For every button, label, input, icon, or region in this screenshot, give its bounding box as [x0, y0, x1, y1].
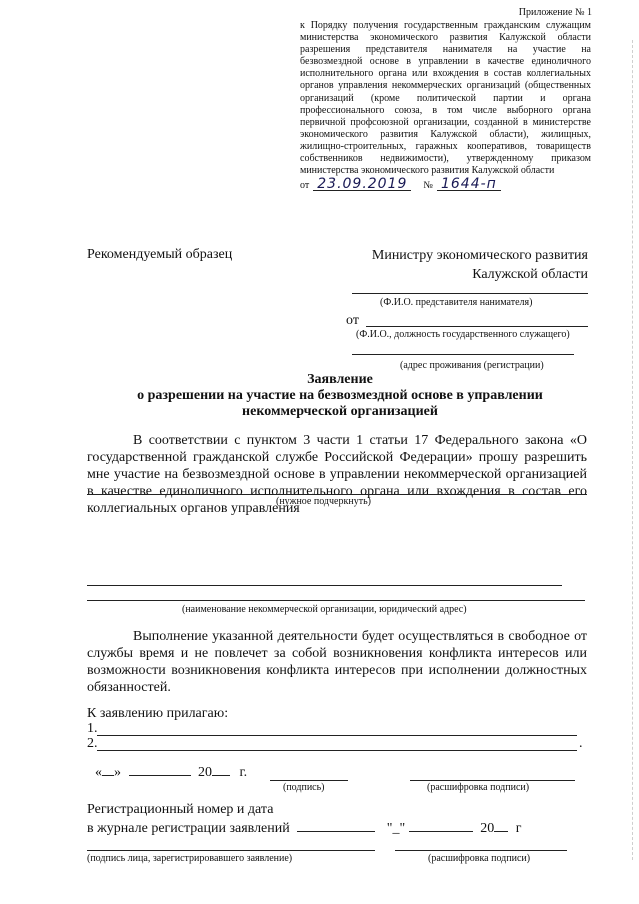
rep-name-line — [352, 293, 588, 294]
appendix-number: Приложение № 1 — [518, 7, 592, 18]
appendix-from-label: от — [300, 180, 310, 192]
appendix-number-handwritten: 1644-п — [437, 178, 501, 191]
signature-line — [270, 780, 348, 781]
reg-date-line — [409, 831, 473, 832]
title-line2: о разрешении на участие на безвозмездной основе в управлении — [137, 388, 543, 403]
org-line-2 — [87, 600, 585, 601]
attach-item-1: 1. — [87, 721, 98, 736]
attach-line-2 — [97, 750, 577, 751]
reg-year-prefix: 20 — [480, 821, 495, 836]
conflict-paragraph: Выполнение указанной деятельности будет осуществляться в свободное от службы время и не повлечет за собой возникновения конфликта интересов или возможности возникновения конфликта интересов при исполнении должностных обязанностей. — [87, 629, 587, 695]
org-caption: (наименование некоммерческой организации, юридический адрес) — [182, 604, 467, 615]
decode-caption: (расшифровка подписи) — [427, 782, 530, 793]
from-word: от — [346, 313, 359, 328]
reg-year-suffix: г — [515, 821, 522, 836]
employee-name-line — [366, 326, 588, 327]
attach-label: К заявлению прилагаю: — [87, 706, 229, 721]
quote-close: » — [114, 765, 121, 780]
address-line — [352, 354, 574, 355]
reg-number-line — [297, 831, 375, 832]
sample-label: Рекомендуемый образец — [87, 247, 233, 262]
address-caption: (адрес проживания (регистрации) — [400, 360, 544, 371]
rep-caption: (Ф.И.О. представителя нанимателя) — [380, 297, 533, 308]
day-month-line — [129, 775, 191, 776]
org-line-1 — [87, 585, 562, 586]
underline-caption: (нужное подчеркнуть) — [276, 496, 371, 507]
addressee-block — [372, 246, 588, 284]
reg-quote: "_" — [386, 821, 406, 836]
attach-line-1 — [97, 735, 577, 736]
signature-caption: (подпись) — [283, 782, 325, 793]
document-title: Заявление — [307, 372, 373, 387]
registration-line1: Регистрационный номер и дата — [87, 802, 274, 817]
appendix-text: к Порядку получения государственным гражданским служащим министерства экономического развития Калужской области разрешения представителя нанимателя на участие на безвозмездной основе в управлении в качестве единоличного исполнительного органа или вхождения в состав коллегиальных органов управления некоммерческих организаций (общественных организаций (кроме политической партии и органа профессионального союза, в том числе выборного органа первичной профсоюзной организации, созданной в министерстве экономического развития Калужской области), жилищных, жилищно-строительных, гаражных кооперативов, товариществ собственников недвижимости), утвержденному приказом министерства экономического развития Калужской области — [300, 20, 591, 177]
appendix-number-label: № — [423, 180, 433, 192]
scan-edge — [631, 40, 633, 860]
addressee-line2: Калужской области — [472, 267, 588, 282]
appendix-date-handwritten: 23.09.2019 — [313, 178, 411, 191]
title-line3: некоммерческой организацией — [242, 404, 438, 419]
registrar-caption: (подпись лица, зарегистрировавшего заявление) — [87, 853, 293, 864]
appendix-order-line — [300, 178, 591, 192]
date-signature-row — [95, 765, 247, 781]
employee-caption: (Ф.И.О., должность государственного служащего) — [356, 329, 570, 340]
year-suffix: г. — [239, 765, 248, 780]
attach-end-dot: . — [579, 736, 583, 751]
decode-line — [410, 780, 575, 781]
appendix-text-block — [300, 20, 591, 192]
quote-open: « — [95, 765, 102, 780]
year-prefix: 20 — [198, 765, 212, 780]
registrar-decode-line — [395, 850, 567, 851]
attach-item-2: 2. — [87, 736, 98, 751]
request-paragraph: В соответствии с пунктом 3 части 1 статьи 17 Федерального закона «О государственной гражданской службе Российской Федерации» прошу разрешить мне участие на безвозмездной основе в управлении некоммерческой организацией в качестве единоличного исполнительного органа или вхождения в состав его коллегиальных органов управления — [87, 433, 587, 516]
registrar-decode-caption: (расшифровка подписи) — [428, 853, 531, 864]
addressee-line1: Министру экономического развития — [371, 248, 588, 263]
registrar-signature-line — [87, 850, 375, 851]
underline-choice-line — [87, 494, 587, 495]
registration-line2-block — [87, 819, 521, 838]
registration-line2: в журнале регистрации заявлений — [87, 821, 290, 836]
